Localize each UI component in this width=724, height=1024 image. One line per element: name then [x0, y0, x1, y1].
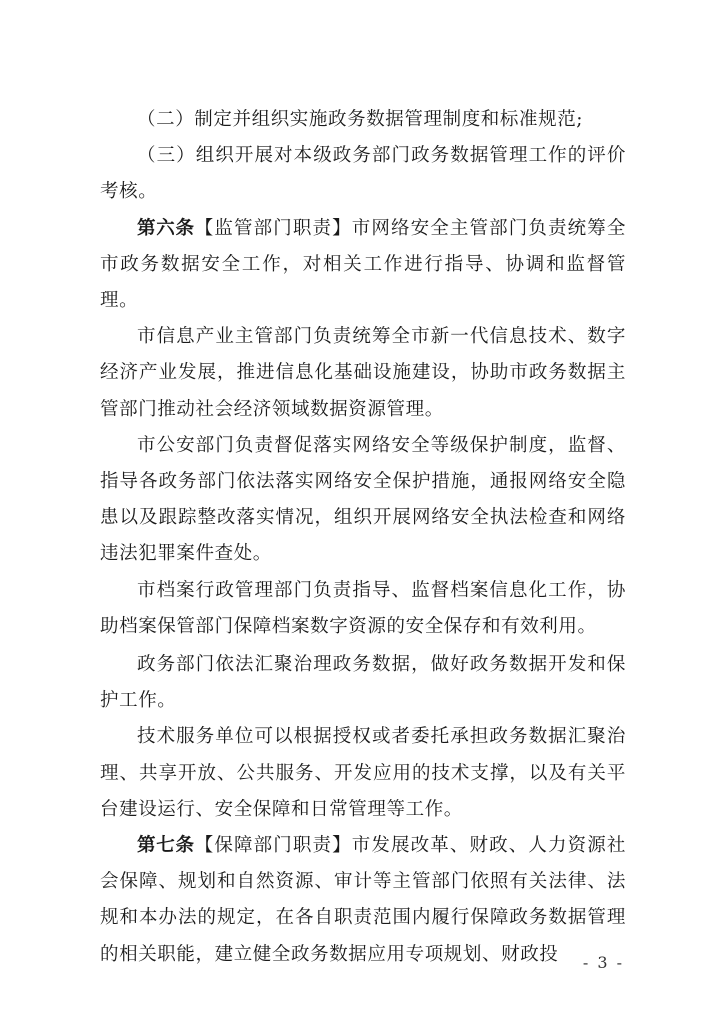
paragraph-text: （三）组织开展对本级政务部门政务数据管理工作的评价考核。	[100, 145, 626, 203]
paragraph-tech-service	[100, 719, 626, 828]
paragraph-text: 市公安部门负责督促落实网络安全等级保护制度，监督、指导各政务部门依法落实网络安全保护措施，通报网络安全隐患以及跟踪整改落实情况，组织开展网络安全执法检查和网络违法犯罪案件查处。	[100, 434, 626, 565]
article-6	[100, 211, 626, 320]
article-7	[100, 828, 626, 973]
paragraph-text: 技术服务单位可以根据授权或者委托承担政务数据汇聚治理、共享开放、公共服务、开发应用的技术支撑，以及有关平台建设运行、安全保障和日常管理等工作。	[100, 726, 626, 820]
paragraph-text: 【保障部门职责】市发展改革、财政、人力资源社会保障、规划和自然资源、审计等主管部门依照有关法律、法规和本办法的规定，在各自职责范围内履行保障政务数据管理的相关职能，建立健全政务数据应用专项规划、财政投	[100, 835, 626, 965]
document-body	[100, 102, 626, 973]
paragraph-text: 市档案行政管理部门负责指导、监督档案信息化工作，协助档案保管部门保障档案数字资源的安全保存和有效利用。	[100, 579, 626, 637]
paragraph-text: （二）制定并组织实施政务数据管理制度和标准规范;	[137, 109, 584, 130]
paragraph-item-3	[100, 138, 626, 210]
paragraph-text: 政务部门依法汇聚治理政务数据，做好政务数据开发和保护工作。	[100, 654, 626, 712]
paragraph-public-security	[100, 428, 626, 573]
paragraph-item-2	[100, 102, 626, 138]
paragraph-archives	[100, 573, 626, 645]
paragraph-gov-departments	[100, 647, 626, 719]
paragraph-info-industry	[100, 319, 626, 428]
paragraph-text: 市信息产业主管部门负责统筹全市新一代信息技术、数字经济产业发展，推进信息化基础设施建设，协助市政务数据主管部门推动社会经济领域数据资源管理。	[100, 326, 626, 420]
paragraph-text: 【监管部门职责】市网络安全主管部门负责统筹全市政务数据安全工作，对相关工作进行指导、协调和监督管理。	[100, 217, 626, 312]
article-heading: 第七条	[137, 835, 195, 857]
page-number: - 3 -	[582, 953, 624, 972]
article-heading: 第六条	[137, 217, 195, 239]
